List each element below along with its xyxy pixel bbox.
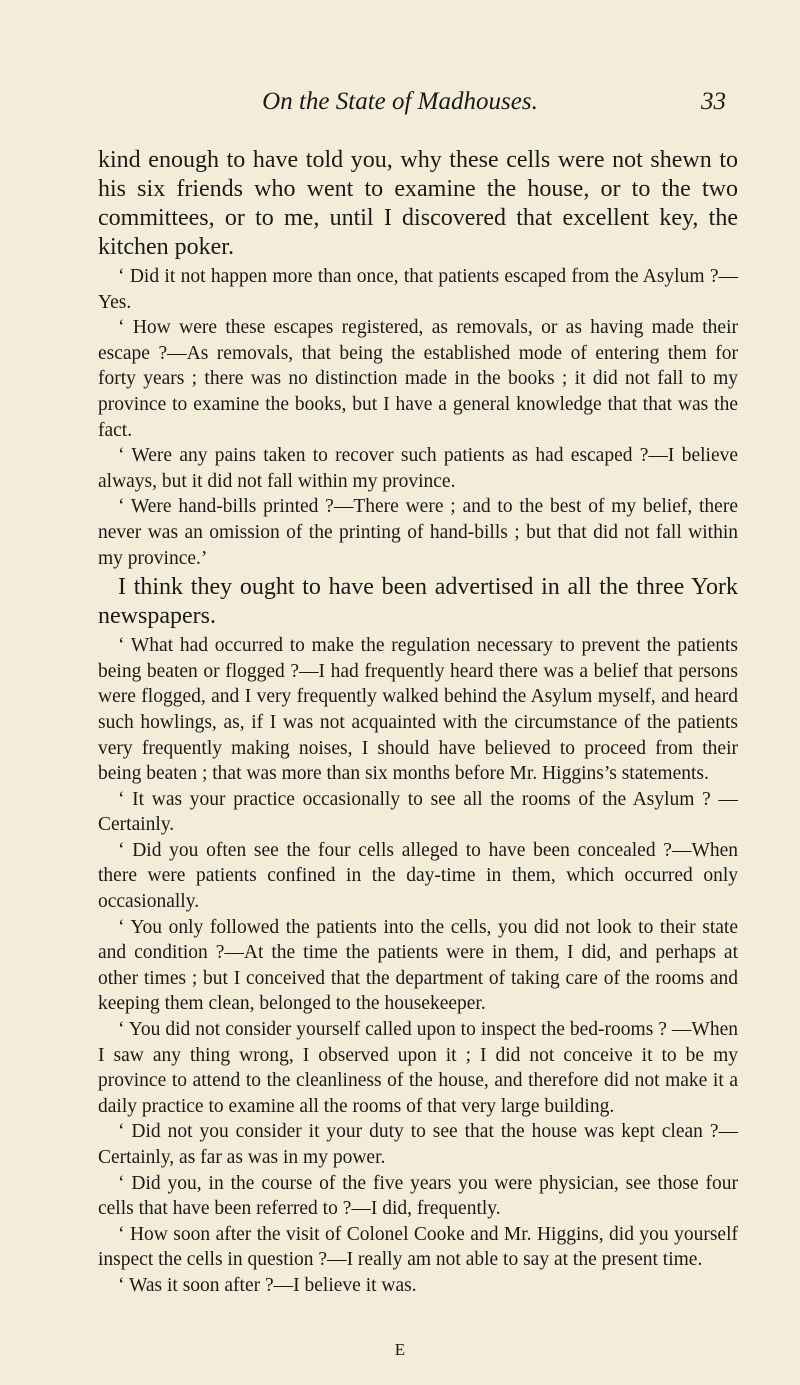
paragraph: ‘ Did you, in the course of the five years you were physician, see those four cells that have been referred to ?—I did, frequently. bbox=[98, 1172, 738, 1220]
middle-lead-paragraph: I think they ought to have been advertised in all the three York newspapers. bbox=[98, 574, 738, 630]
intro-lead-paragraph: kind enough to have told you, why these cells were not shewn to his six friends who went to examine the house, or to the two committees, or to me, until I discovered that excellent key, the kitchen poker. bbox=[98, 147, 738, 260]
paragraph: ‘ Were hand-bills printed ?—There were ; and to the best of my belief, there never was an omission of the printing of hand-bills ; but that did not fall within my province.’ bbox=[98, 496, 738, 569]
paragraph: ‘ You only followed the patients into the cells, you did not look to their state and condition ?—At the time the patients were in them, I did, and perhaps at other times ; but I conceived that the department of taking care of the rooms and keeping them clean, belonged to the housekeeper. bbox=[98, 916, 738, 1015]
paragraph: ‘ Were any pains taken to recover such patients as had escaped ?—I believe always, but it did not fall within my province. bbox=[98, 445, 738, 492]
paragraph: ‘ Did you often see the four cells alleged to have been concealed ?—When there were patients confined in the day-time in them, which occurred only occasionally. bbox=[98, 839, 738, 913]
paragraph: ‘ Was it soon after ?—I believe it was. bbox=[118, 1274, 417, 1296]
paragraph: ‘ You did not consider yourself called upon to inspect the bed-rooms ? —When I saw any thing wrong, I observed upon it ; I did not conceive it to be my province to attend to the cleanliness of the house, and therefore did not make it a daily practice to examine all the rooms of that very large building. bbox=[98, 1019, 738, 1117]
page-number: 33 bbox=[701, 88, 726, 115]
signature-mark: E bbox=[394, 1340, 406, 1359]
body-text bbox=[98, 146, 738, 1299]
paragraph: ‘ How were these escapes registered, as removals, or as having made their escape ?—As removals, that being the established mode of entering them for forty years ; there was no distinction made in the books ; it did not fall to my province to examine the books, but I have a general knowledge that that was the fact. bbox=[98, 317, 738, 441]
paragraph: ‘ It was your practice occasionally to see all the rooms of the Asylum ? —Certainly. bbox=[98, 788, 738, 836]
page-header bbox=[0, 88, 800, 122]
paragraph: ‘ Did it not happen more than once, that patients escaped from the Asylum ?—Yes. bbox=[98, 266, 738, 313]
paragraph: ‘ Did not you consider it your duty to see that the house was kept clean ?—Certainly, as far as was in my power. bbox=[98, 1121, 738, 1168]
paragraph: ‘ What had occurred to make the regulation necessary to prevent the patients being beaten or flogged ?—I had frequently heard there was a belief that persons were flogged, and I very frequently walked behind the Asylum myself, and heard such howlings, as, if I was not acquainted with the circumstance of the patients very frequently making noises, I should have believed to proceed from their being beaten ; that was more than six months before Mr. Higgins’s statements. bbox=[98, 635, 738, 785]
running-title: On the State of Madhouses. bbox=[262, 88, 538, 115]
paragraph: ‘ How soon after the visit of Colonel Cooke and Mr. Higgins, did you yourself inspect the cells in question ?—I really am not able to say at the present time. bbox=[98, 1223, 738, 1271]
